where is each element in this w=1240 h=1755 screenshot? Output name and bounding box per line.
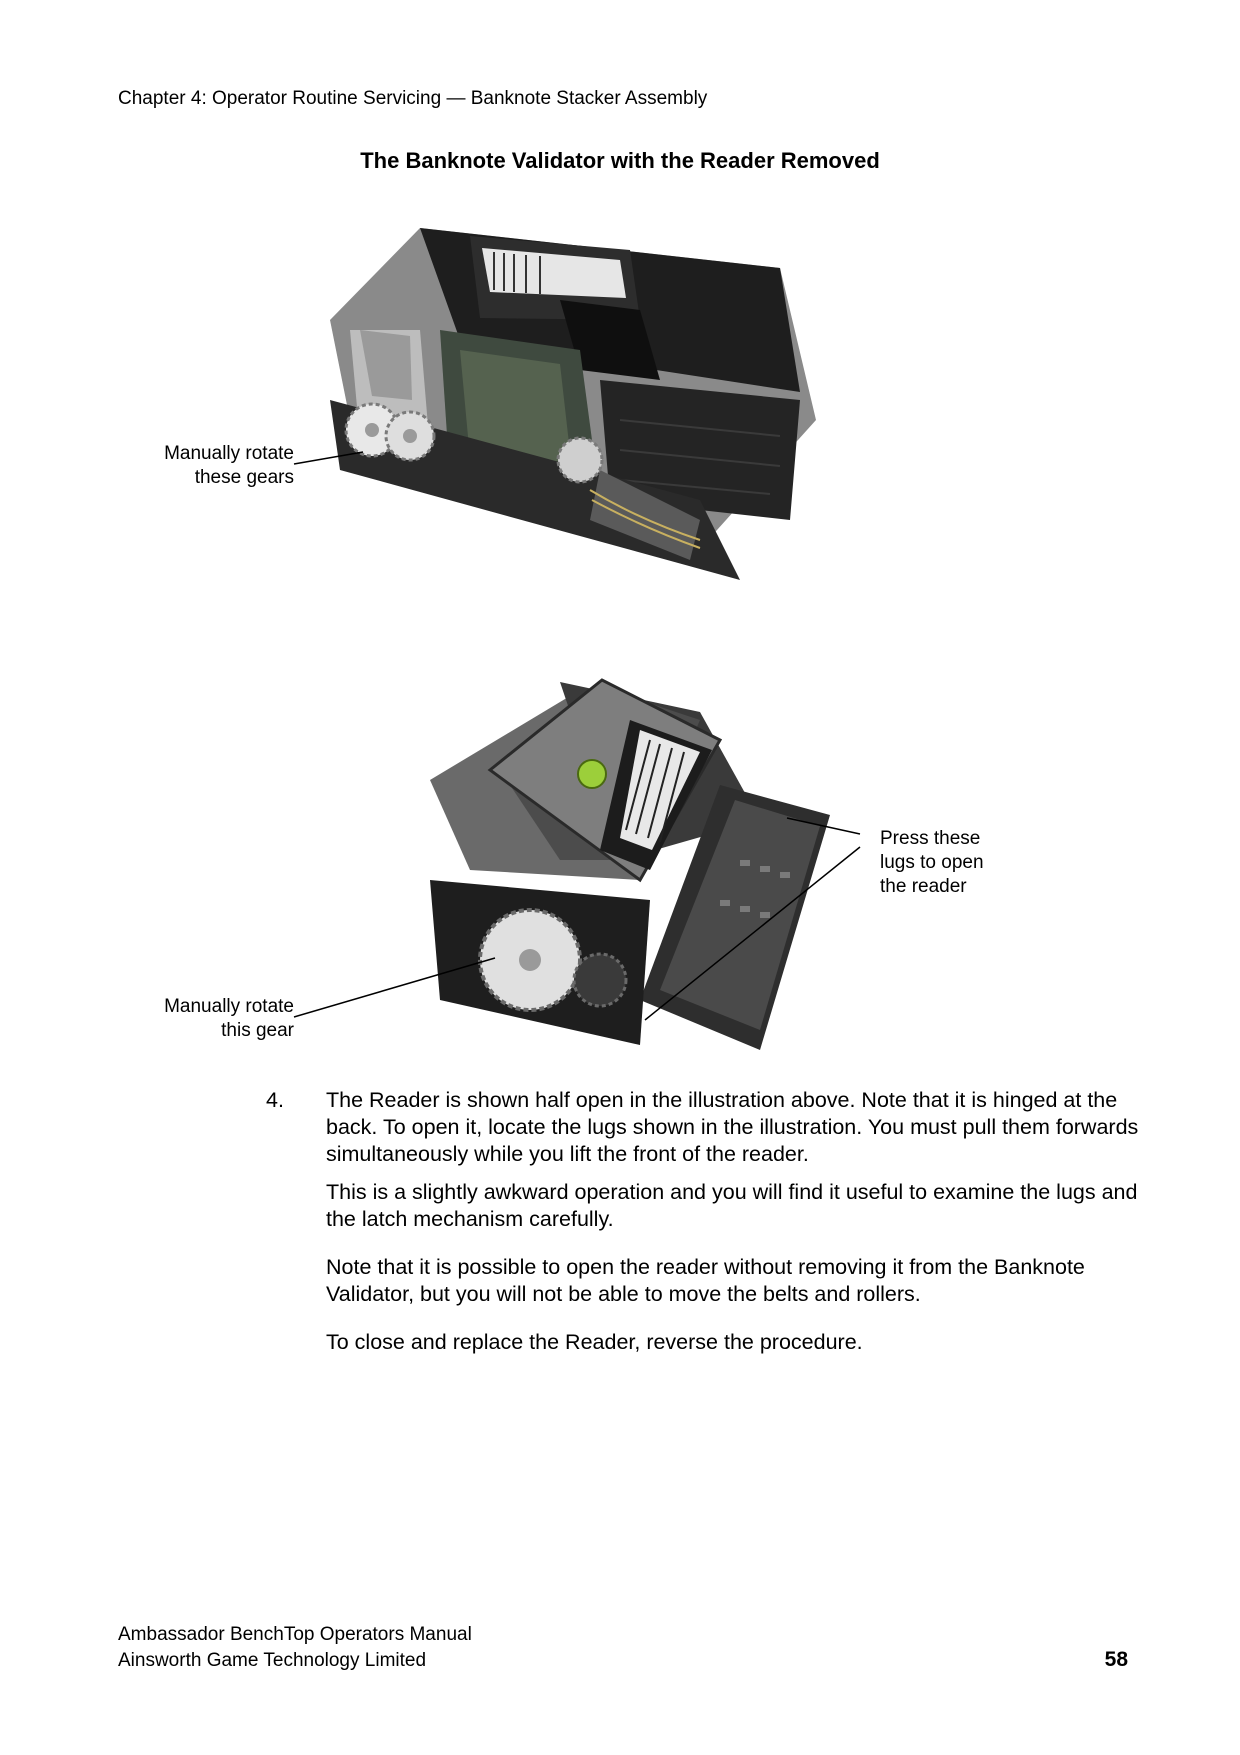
callout-lugs-line3: the reader bbox=[880, 876, 967, 897]
step-paragraph-2: This is a slightly awkward operation and you will find it useful to examine the lugs and the latch mechanism carefully. bbox=[326, 1180, 1138, 1231]
callout-gears-line2: these gears bbox=[194, 467, 294, 488]
figure-title: The Banknote Validator with the Reader Removed bbox=[360, 148, 880, 173]
callout-gear-line2: this gear bbox=[221, 1020, 294, 1041]
step-paragraph-3: Note that it is possible to open the reader without removing it from the Banknote Validator, but you will not be able to move the belts and rollers. bbox=[326, 1255, 1085, 1306]
step-paragraph-1: The Reader is shown half open in the illustration above. Note that it is hinged at the back. To open it, locate the lugs shown in the illustration. You must pull them forwards simultaneously while you lift the front of the reader. bbox=[326, 1088, 1139, 1166]
callout-gear-line1: Manually rotate bbox=[164, 996, 294, 1017]
callout-lugs-line1: Press these bbox=[880, 828, 981, 849]
callout-lugs-line2: lugs to open bbox=[880, 852, 984, 873]
footer-company: Ainsworth Game Technology Limited bbox=[118, 1650, 427, 1671]
callout-rotate-gears bbox=[164, 442, 294, 490]
callout-gears-line1: Manually rotate bbox=[164, 443, 294, 464]
lower-reader-photo bbox=[430, 680, 830, 1050]
page-number: 58 bbox=[1104, 1648, 1128, 1671]
chapter-header: Chapter 4: Operator Routine Servicing — Banknote Stacker Assembly bbox=[118, 88, 708, 109]
callout-rotate-gear bbox=[164, 995, 294, 1043]
footer-manual: Ambassador BenchTop Operators Manual bbox=[118, 1624, 472, 1645]
callout-press-lugs bbox=[880, 827, 984, 899]
upper-validator-photo bbox=[330, 228, 816, 580]
step-paragraph-4: To close and replace the Reader, reverse the procedure. bbox=[326, 1330, 863, 1354]
step-number: 4. bbox=[266, 1088, 284, 1112]
